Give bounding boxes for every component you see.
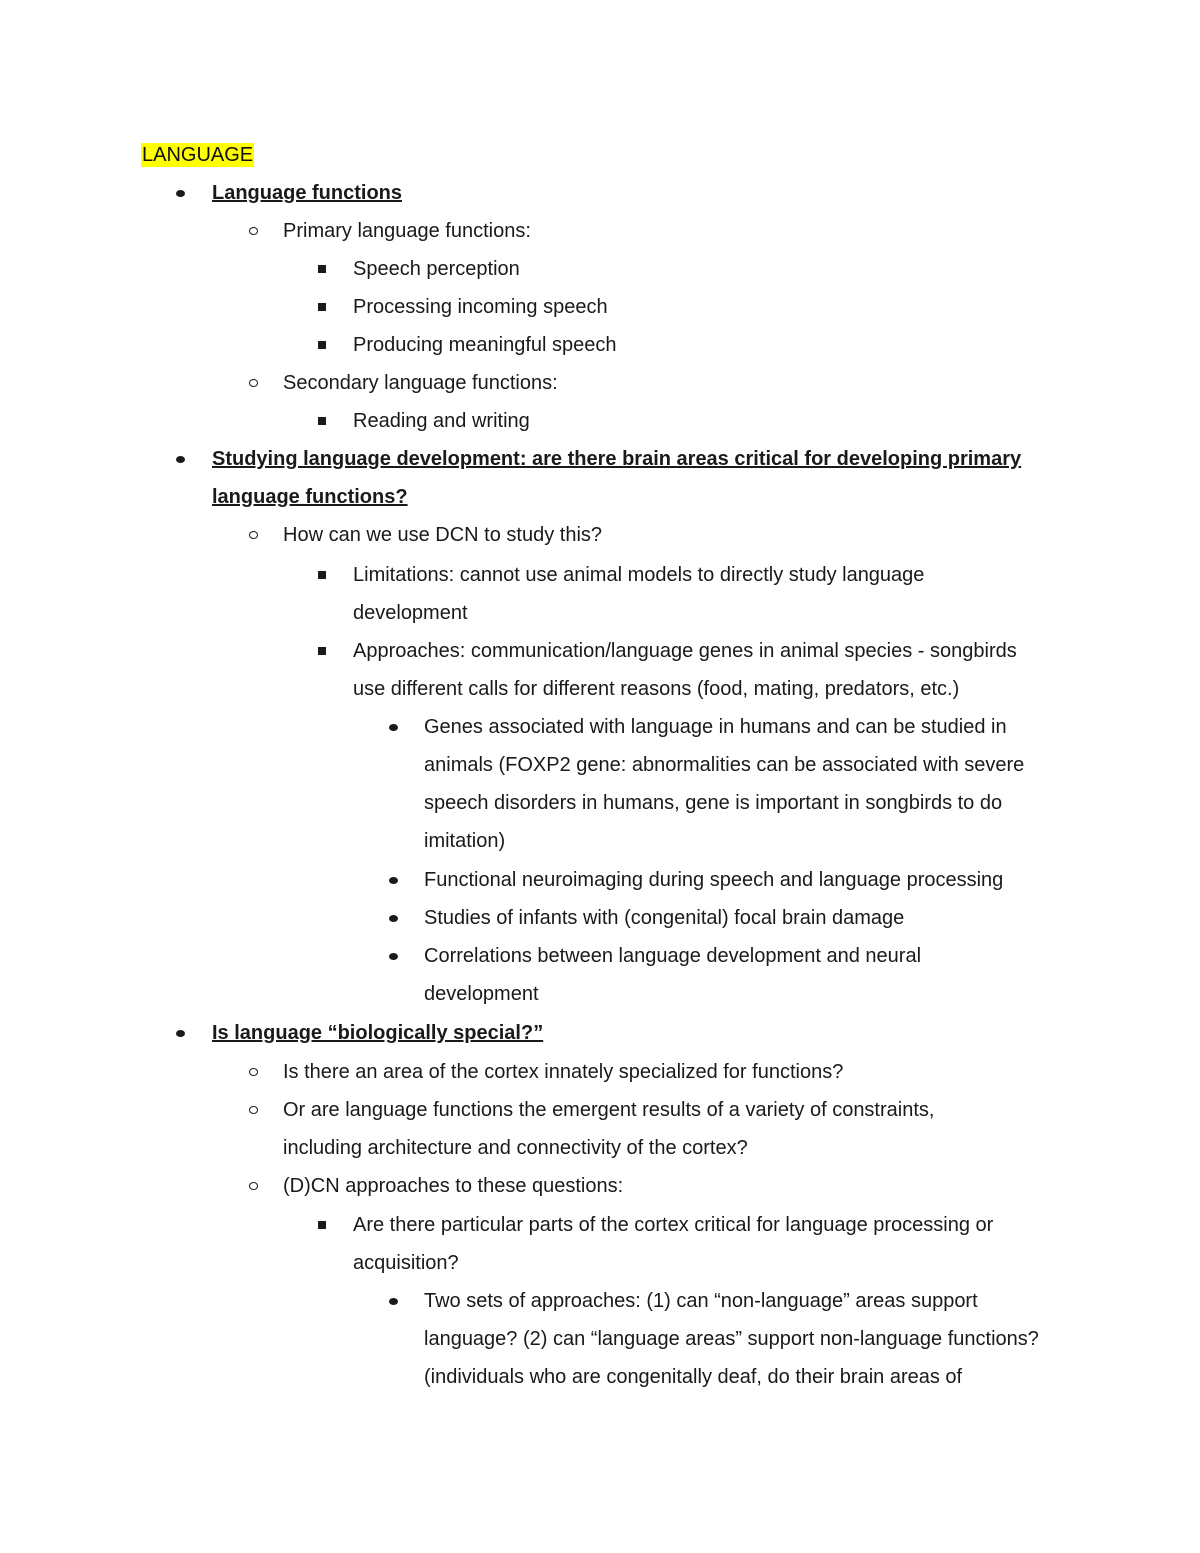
list-item-text: Genes associated with language in humans and can be studied in bbox=[424, 716, 1007, 738]
list-item-text: including architecture and connectivity of the cortex? bbox=[283, 1137, 748, 1159]
topic-title: Is language “biologically special?” bbox=[212, 1022, 544, 1044]
list-item-continuation bbox=[0, 784, 1200, 822]
list-item-continuation bbox=[0, 822, 1200, 860]
list-item-continuation bbox=[0, 594, 1200, 632]
list-item bbox=[0, 1014, 1200, 1052]
list-item-continuation bbox=[0, 746, 1200, 784]
list-item-text: Primary language functions: bbox=[283, 220, 531, 242]
list-item bbox=[0, 516, 1200, 554]
list-item bbox=[0, 326, 1200, 364]
list-item bbox=[0, 1091, 1200, 1129]
list-item-text: Or are language functions the emergent results of a variety of constraints, bbox=[283, 1099, 935, 1121]
list-item-continuation bbox=[0, 1244, 1200, 1282]
list-item-text: language? (2) can “language areas” support non-language functions? bbox=[424, 1328, 1039, 1350]
list-item-text: Is there an area of the cortex innately specialized for functions? bbox=[283, 1061, 844, 1083]
list-item bbox=[0, 174, 1200, 212]
list-item-text: acquisition? bbox=[353, 1252, 459, 1274]
list-item-text: Producing meaningful speech bbox=[353, 334, 617, 356]
list-item-text: Approaches: communication/language genes in animal species - songbirds bbox=[353, 640, 1017, 662]
list-item bbox=[0, 440, 1200, 478]
list-item bbox=[0, 937, 1200, 975]
list-item-text: development bbox=[353, 602, 468, 624]
list-item bbox=[0, 1167, 1200, 1205]
list-item-text: (D)CN approaches to these questions: bbox=[283, 1175, 624, 1197]
list-item-text: Secondary language functions: bbox=[283, 372, 558, 394]
list-item-text: development bbox=[424, 983, 539, 1005]
list-item-text: Reading and writing bbox=[353, 410, 530, 432]
topic-title: language functions? bbox=[212, 486, 408, 508]
list-item-text: speech disorders in humans, gene is important in songbirds to do bbox=[424, 792, 1003, 814]
list-item-text: Processing incoming speech bbox=[353, 296, 608, 318]
list-item-text: Functional neuroimaging during speech and language processing bbox=[424, 869, 1004, 891]
list-item-continuation bbox=[0, 1320, 1200, 1358]
list-item-continuation bbox=[0, 478, 1200, 516]
list-item-text: imitation) bbox=[424, 830, 506, 852]
list-item-continuation bbox=[0, 1129, 1200, 1167]
list-item-text: How can we use DCN to study this? bbox=[283, 524, 603, 546]
list-item-text: Limitations: cannot use animal models to directly study language bbox=[353, 564, 925, 586]
list-item bbox=[0, 250, 1200, 288]
topic-title: Studying language development: are there brain areas critical for developing primary bbox=[212, 448, 1022, 470]
section-heading bbox=[0, 136, 1200, 174]
list-item bbox=[0, 1206, 1200, 1244]
list-item-continuation bbox=[0, 975, 1200, 1013]
list-item-text: Are there particular parts of the cortex critical for language processing or bbox=[353, 1214, 994, 1236]
list-item-text: animals (FOXP2 gene: abnormalities can be associated with severe bbox=[424, 754, 1025, 776]
list-item bbox=[0, 708, 1200, 746]
list-item-text: Correlations between language development and neural bbox=[424, 945, 922, 967]
list-item-text: use different calls for different reasons (food, mating, predators, etc.) bbox=[353, 678, 960, 700]
list-item-text: Studies of infants with (congenital) focal brain damage bbox=[424, 907, 905, 929]
list-item bbox=[0, 288, 1200, 326]
list-item-continuation bbox=[0, 1358, 1200, 1396]
list-item bbox=[0, 632, 1200, 670]
list-item-text: (individuals who are congenitally deaf, do their brain areas of bbox=[424, 1366, 963, 1388]
list-item bbox=[0, 1282, 1200, 1320]
list-item bbox=[0, 1053, 1200, 1091]
list-item-text: Speech perception bbox=[353, 258, 520, 280]
topic-title: Language functions bbox=[212, 182, 402, 204]
list-item bbox=[0, 364, 1200, 402]
list-item bbox=[0, 861, 1200, 899]
list-item bbox=[0, 212, 1200, 250]
list-item bbox=[0, 556, 1200, 594]
list-item bbox=[0, 899, 1200, 937]
list-item-continuation bbox=[0, 670, 1200, 708]
list-item bbox=[0, 402, 1200, 440]
list-item-text: Two sets of approaches: (1) can “non-language” areas support bbox=[424, 1290, 978, 1312]
heading-language: LANGUAGE bbox=[142, 144, 254, 166]
